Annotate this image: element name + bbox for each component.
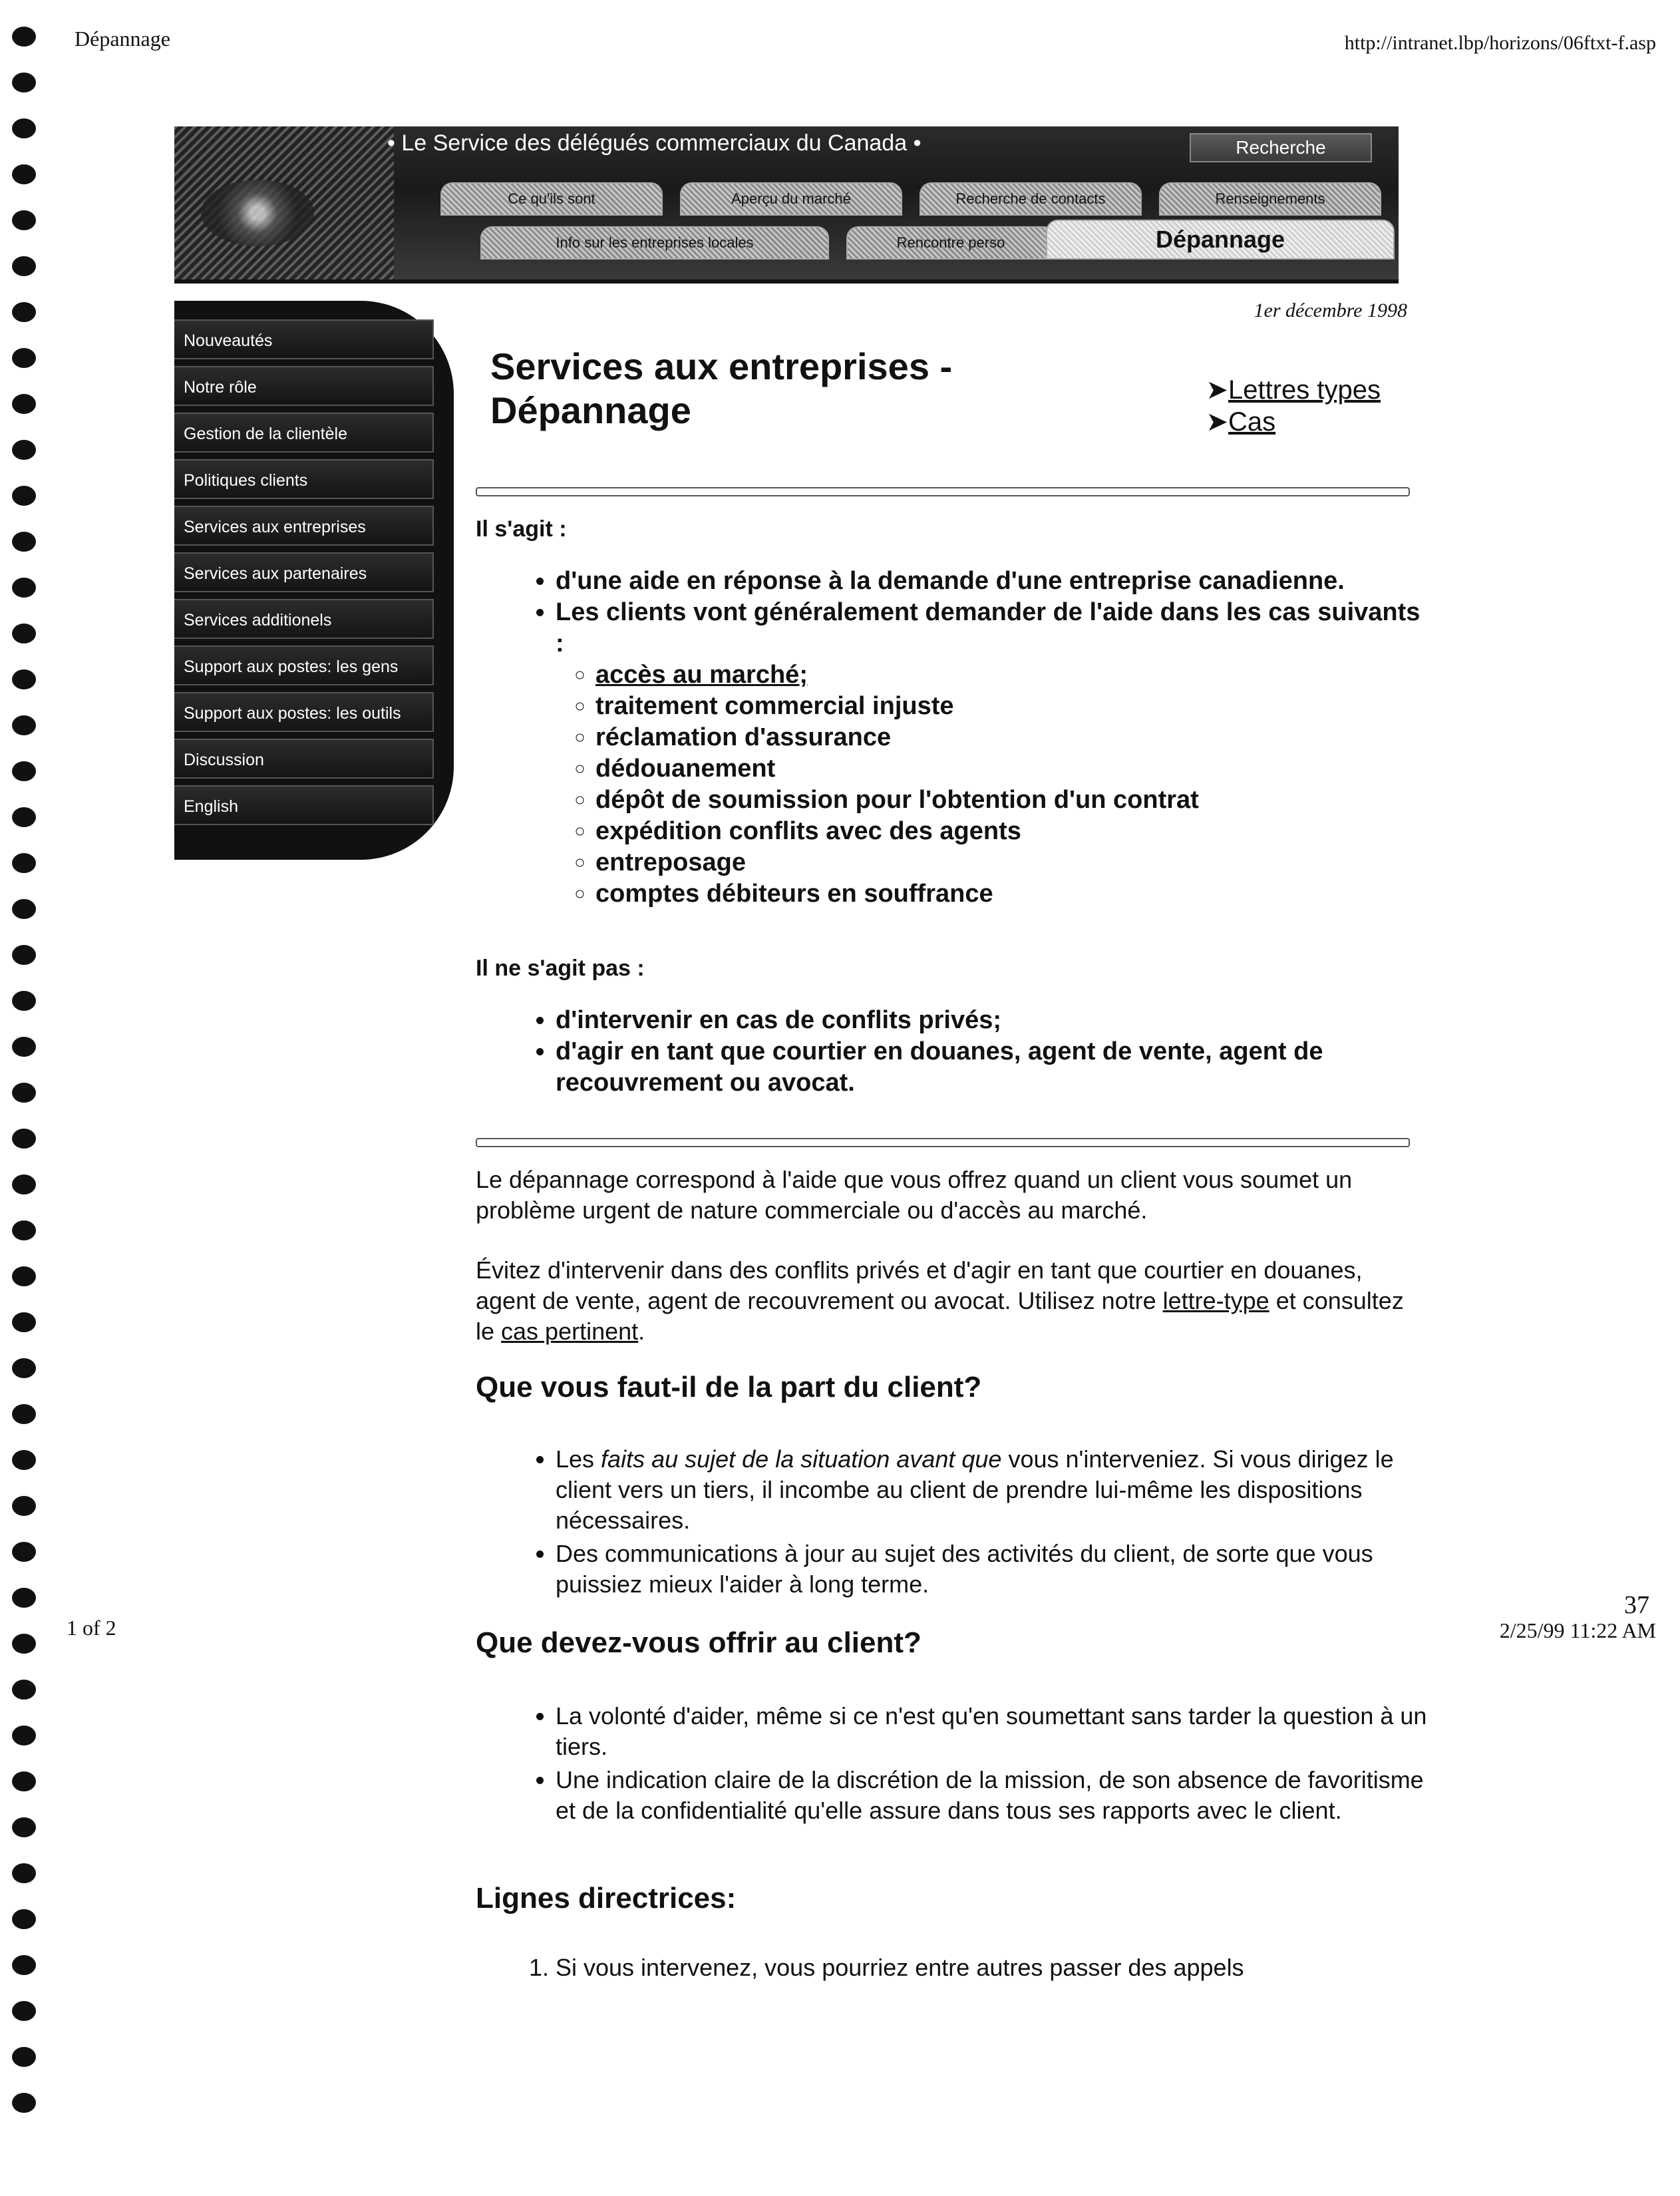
offer-list [516,1701,1440,1829]
binder-hole [12,669,36,689]
binder-hole [12,715,36,735]
list-item: • d'une aide en réponse à la demande d'une entreprise canadienne. [556,566,1421,597]
list-item: • Des communications à jour au sujet des activités du client, de sorte que vous puissiez mieux l'aider à long terme. [556,1539,1440,1600]
handwritten-page-number: 37 [1624,1591,1649,1619]
print-header-url: http://intranet.lbp/horizons/06ftxt-f.asp [1344,32,1656,54]
binder-hole [12,532,36,552]
binder-hole [12,1955,36,1975]
binder-hole [12,1542,36,1562]
nav-item-discussion[interactable]: Discussion [174,739,434,779]
binder-hole [12,2047,36,2067]
binder-hole [12,73,36,92]
list-item: ◦ réclamation d'assurance [595,722,1421,753]
list-item: • d'intervenir en cas de conflits privés; [556,1005,1421,1036]
binder-hole [12,1909,36,1929]
list-item: ◦ entreposage [595,847,1421,878]
is-list [516,566,1421,910]
page-title [490,345,952,433]
list-item [556,1444,1440,1536]
tab-renseignements[interactable]: Renseignements [1159,182,1381,216]
nav-item-services-additionels[interactable]: Services additionels [174,599,434,639]
link-cas[interactable]: Cas [1228,407,1276,437]
binder-hole [12,1771,36,1791]
is-heading: Il s'agit : [476,516,567,542]
nav-item-nouveautes[interactable]: Nouveautés [174,319,434,359]
list-item: • Une indication claire de la discrétion de la mission, de son absence de favoritisme et de la confidentialité qu'elle assure dans tous ses rapports avec le client. [556,1765,1440,1826]
eye-logo-icon [201,180,314,246]
print-footer-datetime: 2/25/99 11:22 AM [1499,1618,1656,1642]
binder-hole [12,1634,36,1654]
text-italic: faits au sujet de la situation avant que [601,1445,1002,1473]
arrow-icon: ➤ [1206,375,1228,405]
publication-date: 1er décembre 1998 [1254,299,1407,321]
list-item: ◦ dépôt de soumission pour l'obtention d'un contrat [595,785,1421,816]
binder-hole [12,578,36,598]
site-banner [174,126,1399,283]
binder-hole [12,2093,36,2113]
nav-item-services-entreprises[interactable]: Services aux entreprises [174,506,434,546]
page-title-line1: Services aux entreprises - [490,345,953,387]
list-item: • La volonté d'aider, même si ce n'est qu'en soumettant sans tarder la question à un tiers. [556,1701,1440,1762]
binder-hole [12,853,36,873]
print-footer-page: 1 of 2 [67,1616,116,1640]
binder-hole [12,256,36,276]
list-item-text: Les clients vont généralement demander de l'aide dans les cas suivants : [556,598,1421,657]
binder-hole [12,2001,36,2021]
tab-rencontre-perso[interactable]: Rencontre perso [846,226,1055,260]
list-item: ◦ traitement commercial injuste [595,691,1421,722]
list-item [595,659,1421,691]
binder-hole [12,991,36,1011]
binder-hole [12,394,36,414]
binder-hole [12,302,36,322]
tab-info-entreprises-locales[interactable]: Info sur les entreprises locales [480,226,829,260]
divider [476,487,1410,496]
binder-hole [12,807,36,827]
binder-hole [12,1817,36,1837]
intro-paragraph: Le dépannage correspond à l'aide que vous offrez quand un client vous soumet un problème urgent de nature commerciale ou d'accès au marché. [476,1166,1353,1224]
binder-hole [12,1175,36,1194]
binder-hole [12,210,36,230]
binder-hole [12,1220,36,1240]
guidelines-list [516,1952,1440,1986]
nav-item-support-gens[interactable]: Support aux postes: les gens [174,645,434,685]
binder-hole [12,1496,36,1516]
binder-hole [12,486,36,506]
page-title-line2: Dépannage [490,389,691,431]
binder-hole [12,1083,36,1103]
binder-hole [12,1726,36,1745]
nav-item-english[interactable]: English [174,785,434,825]
list-item: 1. Si vous intervenez, vous pourriez entre autres passer des appels [556,1952,1440,1983]
heading-offer: Que devez-vous offrir au client? [476,1626,922,1659]
nav-item-politiques-clients[interactable]: Politiques clients [174,459,434,499]
binder-hole [12,945,36,965]
print-header-title: Dépannage [75,27,170,51]
binder-hole [12,1358,36,1378]
list-item: • d'agir en tant que courtier en douanes, agent de vente, agent de recouvrement ou avocat. [556,1036,1421,1099]
binder-hole [12,761,36,781]
arrow-icon: ➤ [1206,407,1228,437]
binder-hole [12,348,36,368]
quick-links [1206,374,1381,438]
list-item: ◦ comptes débiteurs en souffrance [595,878,1421,910]
heading-client-needs: Que vous faut-il de la part du client? [476,1371,982,1403]
binder-hole [12,1450,36,1470]
link-lettres-types[interactable]: Lettres types [1228,375,1381,405]
nav-item-notre-role[interactable]: Notre rôle [174,366,434,406]
nav-item-support-outils[interactable]: Support aux postes: les outils [174,692,434,732]
tab-ce-quils-sont[interactable]: Ce qu'ils sont [440,182,663,216]
binder-hole [12,1404,36,1424]
text: Les [556,1445,601,1473]
text: vous n'interveniez. Si vous dirigez le client vers un tiers, il incombe au client de prendre lui-même les dispositions nécessaires. [556,1445,1394,1534]
nav-item-services-partenaires[interactable]: Services aux partenaires [174,552,434,592]
link-cas-pertinent[interactable]: cas pertinent [501,1318,639,1345]
link-lettre-type[interactable]: lettre-type [1162,1287,1269,1314]
link-acces-marche[interactable]: accès au marché; [595,661,808,689]
binder-hole [12,899,36,919]
list-item: ◦ dédouanement [595,753,1421,785]
advice-paragraph [476,1255,1407,1347]
binder-hole [12,1037,36,1057]
isnot-list [516,1005,1421,1099]
tab-recherche-contacts[interactable]: Recherche de contacts [920,182,1142,216]
left-nav [174,301,454,860]
isnot-heading: Il ne s'agit pas : [476,956,645,981]
tab-depannage[interactable]: Dépannage [1046,220,1395,260]
binder-hole [12,164,36,184]
text: . [638,1318,645,1345]
binder-hole [12,118,36,138]
text: et consultez le [476,1287,1404,1345]
binder-holes [0,27,40,2196]
search-button[interactable]: Recherche [1190,133,1372,162]
tab-apercu-marche[interactable]: Aperçu du marché [680,182,902,216]
list-item: ◦ expédition conflits avec des agents [595,816,1421,847]
binder-hole [12,1863,36,1883]
heading-guidelines: Lignes directrices: [476,1882,737,1915]
site-title: • Le Service des délégués commerciaux du Canada • [387,130,922,156]
divider [476,1138,1410,1147]
text: Évitez d'intervenir dans des conflits privés et d'agir en tant que courtier en douanes, agent de vente, agent de recouvrement ou avocat. Utilisez notre [476,1256,1363,1314]
list-item [556,597,1421,910]
nav-item-gestion-clientele[interactable]: Gestion de la clientèle [174,413,434,453]
binder-hole [12,1588,36,1608]
binder-hole [12,1266,36,1286]
binder-hole [12,1129,36,1149]
cases-list [556,659,1421,910]
binder-hole [12,440,36,460]
binder-hole [12,624,36,643]
binder-hole [12,1312,36,1332]
binder-hole [12,27,36,47]
client-needs-list [516,1444,1440,1602]
binder-hole [12,1680,36,1700]
